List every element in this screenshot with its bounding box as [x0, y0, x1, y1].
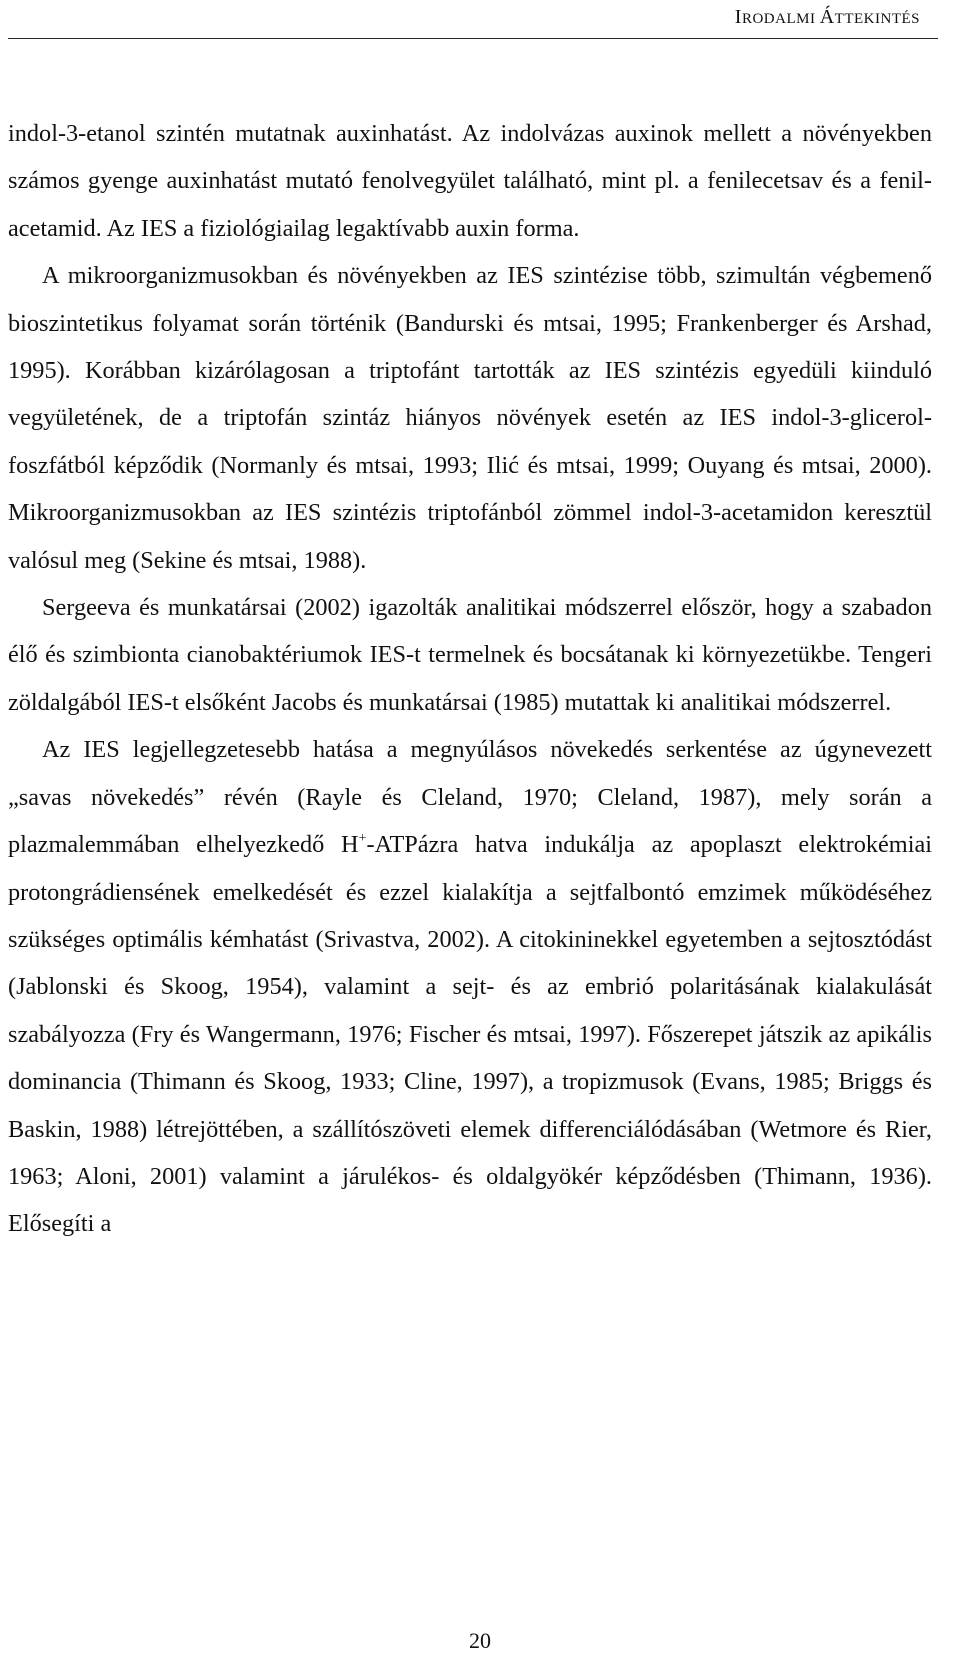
- header-smallcaps-1: RODALMI: [741, 11, 820, 27]
- running-header: [735, 6, 920, 29]
- header-letter-a: Á: [819, 6, 835, 28]
- paragraph-4: [8, 726, 932, 1247]
- body-text: [8, 110, 932, 1248]
- page-number: 20: [469, 1628, 491, 1653]
- paragraph-1: indol-3-etanol szintén mutatnak auxinhatást. Az indolvázas auxinok mellett a növényekben számos gyenge auxinhatást mutató fenolvegyület található, mint pl. a fenilecetsav és a fenil-acetamid. Az IES a fiziológiailag legaktívabb auxin forma.: [8, 120, 932, 242]
- header-letter-i: I: [734, 6, 742, 28]
- header-smallcaps-2: TTEKINTÉS: [834, 11, 920, 27]
- paragraph-4-part-2: -ATPázra hatva indukálja az apoplaszt elektrokémiai protongrádiensének emelkedését és ezzel kialakítja a sejtfalbontó emzimek működéséhez szükséges optimális kémhatást (Srivastva, 2002). A citokininekkel egyetemben a sejtosztódást (Jablonski és Skoog, 1954), valamint a sejt- és az embrió polaritásának kialakulását szabályozza (Fry és Wangermann, 1976; Fischer és mtsai, 1997). Főszerepet játszik az apikális dominancia (Thimann és Skoog, 1933; Cline, 1997), a tropizmusok (Evans, 1985; Briggs és Baskin, 1988) létrejöttében, a szállítószöveti elemek differenciálódásában (Wetmore és Rier, 1963; Aloni, 2001) valamint a járulékos- és oldalgyökér képződésben (Thimann, 1936). Elősegíti a: [8, 831, 932, 1238]
- paragraph-4-part-1: Az IES legjellegzetesebb hatása a megnyúlásos növekedés serkentése az úgynevezett „savas növekedés” révén (Rayle és Cleland, 1970; Cleland, 1987), mely során a plazmalemmában elhelyezkedő H: [8, 736, 932, 859]
- proton-superscript: +: [358, 831, 367, 847]
- header-rule: [8, 38, 938, 39]
- paragraph-2: A mikroorganizmusokban és növényekben az IES szintézise több, szimultán végbemenő bioszintetikus folyamat során történik (Bandurski és mtsai, 1995; Frankenberger és Arshad, 1995). Korábban kizárólagosan a triptofánt tartották az IES szintézis egyedüli kiinduló vegyületének, de a triptofán szintáz hiányos növények esetén az IES indol-3-glicerol-foszfátból képződik (Normanly és mtsai, 1993; Ilić és mtsai, 1999; Ouyang és mtsai, 2000). Mikroorganizmusokban az IES szintézis triptofánból zömmel indol-3-acetamidon keresztül valósul meg (Sekine és mtsai, 1988).: [8, 262, 932, 574]
- paragraph-3: Sergeeva és munkatársai (2002) igazolták analitikai módszerrel először, hogy a szabadon élő és szimbionta cianobaktériumok IES-t termelnek és bocsátanak ki környezetükbe. Tengeri zöldalgából IES-t elsőként Jacobs és munkatársai (1985) mutattak ki analitikai módszerrel.: [8, 594, 932, 716]
